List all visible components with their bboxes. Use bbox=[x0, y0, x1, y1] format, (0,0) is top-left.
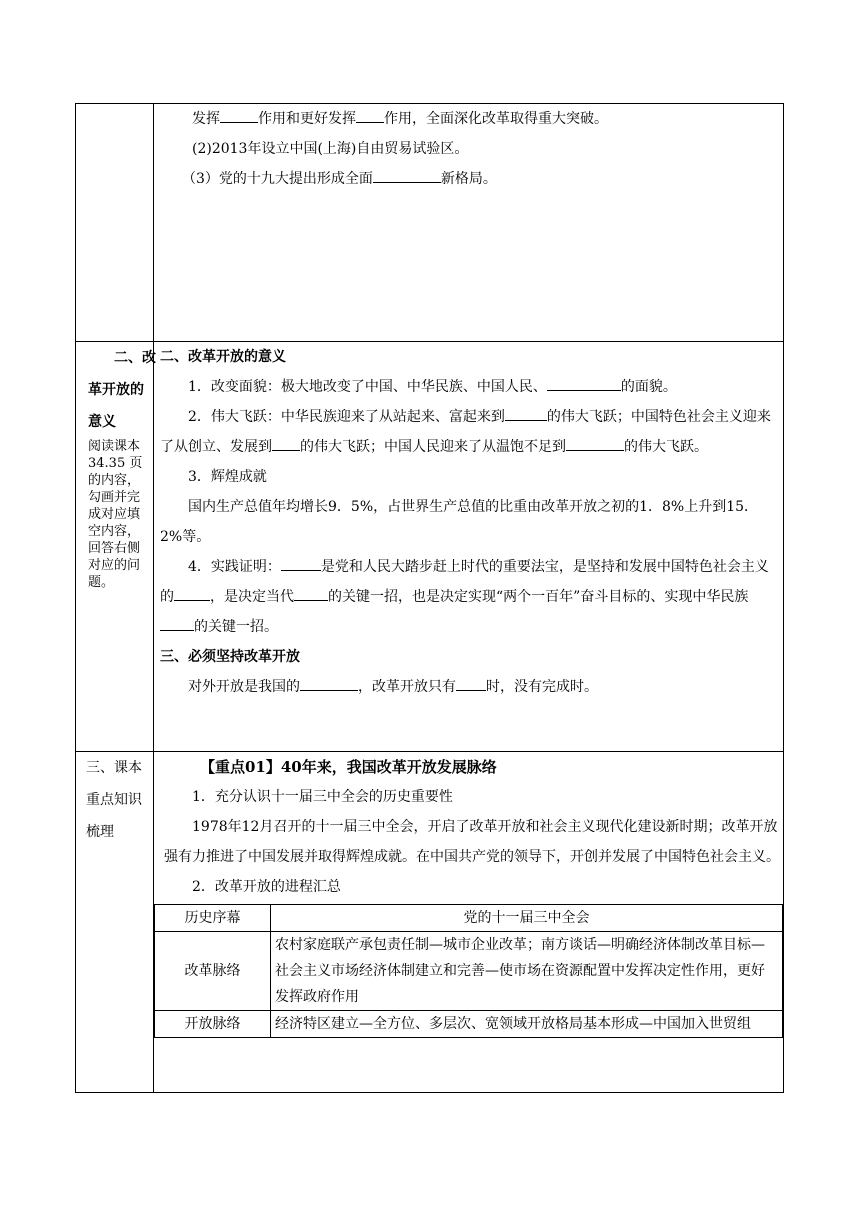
content-cell-reform-history bbox=[154, 104, 784, 342]
table-label: 历史序幕 bbox=[155, 905, 271, 932]
text-line: 国内生产总值年均增长9．5%，占世界生产总值的比重由改革开放之初的1．8%上升到15．2%等。 bbox=[160, 499, 759, 545]
text-line: 2．伟大飞跃：中华民族迎来了从站起来、富起来到 的伟大飞跃；中国特色社会主义迎来了从创立、发展到 的伟大飞跃；中国人民迎来了从温饱不足到 的伟大飞跃。 bbox=[160, 402, 779, 462]
fill-blank[interactable] bbox=[566, 436, 624, 451]
fill-blank[interactable] bbox=[220, 108, 258, 123]
table-value: 经济特区建立—全方位、多层次、宽领域开放格局基本形成—中国加入世贸组 bbox=[271, 1011, 783, 1038]
table-label: 开放脉络 bbox=[155, 1011, 271, 1038]
left-heading: 革开放的 bbox=[88, 382, 144, 398]
left-heading: 三、课本重点知识梳理 bbox=[86, 760, 142, 840]
text-line: 1．改变面貌：极大地改变了中国、中华民族、中国人民、 的面貌。 bbox=[160, 372, 779, 402]
content-cell-key-points bbox=[154, 752, 784, 1093]
fill-blank[interactable] bbox=[174, 586, 210, 601]
fill-blank[interactable] bbox=[356, 108, 384, 123]
fill-blank[interactable] bbox=[272, 436, 300, 451]
text-line: 3．辉煌成就 bbox=[188, 469, 267, 485]
left-note: 阅读课本34.35 页的内容，勾画并完成对应填空内容，回答右侧对应的问题。 bbox=[88, 439, 143, 590]
fill-blank[interactable] bbox=[294, 586, 328, 601]
table-value: 农村家庭联产承包责任制—城市企业改革；南方谈话—明确经济体制改革目标—社会主义市场经济体制建立和完善—使市场在资源配置中发挥决定性作用，更好发挥政府作用 bbox=[271, 932, 783, 1011]
text-line: (2)2013年设立中国(上海)自由贸易试验区。 bbox=[192, 141, 469, 157]
left-heading: 意义 bbox=[88, 414, 116, 430]
table-value: 党的十一届三中全会 bbox=[271, 905, 783, 932]
text-line: 2．改革开放的进程汇总 bbox=[192, 879, 341, 895]
text-line: 对外开放是我国的 ，改革开放只有 时，没有完成时。 bbox=[160, 672, 779, 702]
focus-title: 【重点01】40年来，我国改革开放发展脉络 bbox=[200, 758, 497, 776]
text-line: 发挥 作用和更好发挥 作用，全面深化改革取得重大突破。 bbox=[164, 104, 779, 134]
fill-blank[interactable] bbox=[160, 616, 194, 631]
worksheet-table bbox=[75, 103, 784, 1093]
left-heading: 二、改 bbox=[114, 350, 156, 366]
text-line: （3）党的十九大提出形成全面 新格局。 bbox=[164, 164, 779, 194]
row-reform-significance bbox=[76, 342, 784, 752]
text-line: 1．充分认识十一届三中全会的历史重要性 bbox=[192, 789, 453, 805]
table-row bbox=[155, 1011, 783, 1038]
fill-blank[interactable] bbox=[547, 376, 621, 391]
fill-blank[interactable] bbox=[281, 556, 321, 571]
content-cell-significance bbox=[154, 342, 784, 752]
row-key-points bbox=[76, 752, 784, 1093]
left-cell-empty bbox=[76, 104, 154, 342]
section-title: 二、改革开放的意义 bbox=[160, 349, 286, 365]
fill-blank[interactable] bbox=[300, 676, 358, 691]
left-cell-key-points bbox=[76, 752, 154, 1093]
table-row bbox=[155, 905, 783, 932]
table-row bbox=[155, 932, 783, 1011]
fill-blank[interactable] bbox=[456, 676, 486, 691]
left-cell-significance bbox=[76, 342, 154, 752]
table-label: 改革脉络 bbox=[155, 932, 271, 1011]
fill-blank[interactable] bbox=[505, 406, 547, 421]
row-reform-history bbox=[76, 104, 784, 342]
text-line: 1978年12月召开的十一届三中全会，开启了改革开放和社会主义现代化建设新时期；改革开放强有力推进了中国发展并取得辉煌成就。在中国共产党的领导下，开创并发展了中国特色社会主义。 bbox=[164, 819, 780, 865]
progress-summary-table bbox=[154, 904, 783, 1038]
text-line: 4．实践证明： 是党和人民大踏步赶上时代的重要法宝，是坚持和发展中国特色社会主义的 ，是决定当代 的关键一招，也是决定实现“两个一百年”奋斗目标的、实现中华民族的关键一招。 bbox=[160, 552, 779, 642]
section-title: 三、必须坚持改革开放 bbox=[160, 649, 300, 665]
fill-blank[interactable] bbox=[373, 168, 441, 183]
